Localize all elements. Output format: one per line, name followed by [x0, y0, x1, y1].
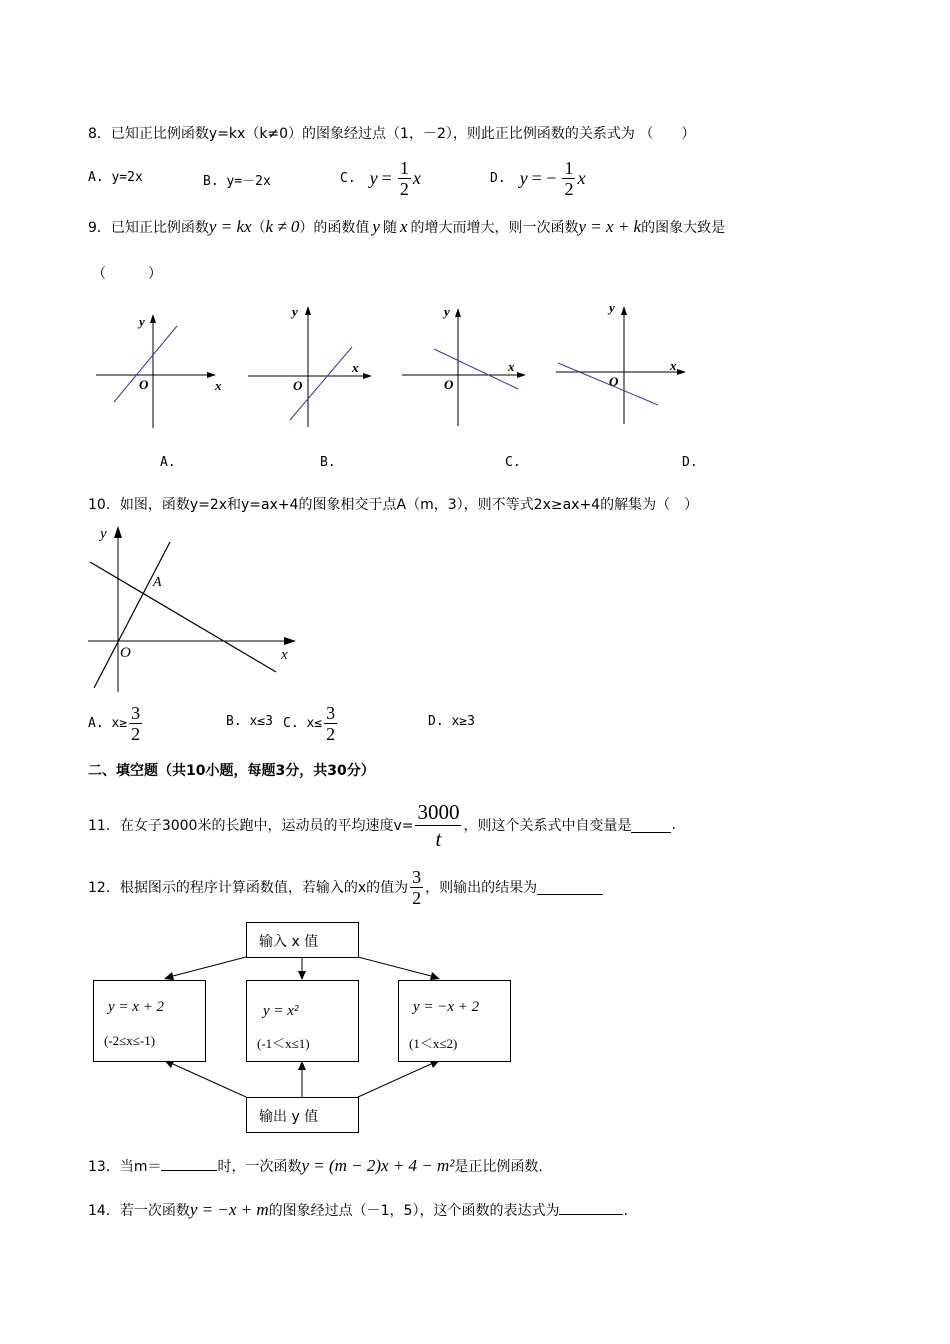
- q8-option-a: A. y=2x: [88, 170, 143, 185]
- q14-answer-blank[interactable]: [559, 1200, 623, 1215]
- q9-option-c: C.: [505, 455, 521, 470]
- q9-option-a: A.: [160, 455, 176, 470]
- q10-option-d: D. x≥3: [428, 714, 475, 729]
- q8-option-c-label: C.: [340, 170, 356, 186]
- q8-option-b: B. y=－2x: [203, 174, 271, 189]
- q13-answer-blank[interactable]: [161, 1156, 217, 1171]
- q8-option-c-fraction: $\frac{1}{2}$: [399, 157, 409, 199]
- q13-text: 13．当m＝ 时，一次函数y = (m − 2)x + 4 − m²是正比例函数.: [88, 1156, 543, 1175]
- q10-option-a: A. x≥ $\frac{3}{2}$: [88, 702, 141, 744]
- q11-text: 11．在女子3000米的长跑中，运动员的平均速度v= $\frac{3000}{t}$ ，则这个关系式中自变量是 .: [88, 799, 676, 851]
- q8-text: 8．已知正比例函数y=kx（k≠0）的图象经过点（1，－2），则此正比例函数的关系式为 （ ）: [88, 126, 696, 142]
- origin-label: O: [444, 377, 454, 392]
- q9-option-d: D.: [682, 455, 698, 470]
- x-axis-label: x: [281, 647, 288, 663]
- q10-option-c: C. x≤ $\frac{3}{2}$: [283, 702, 336, 744]
- q12-function-box-2: y = x² (-1＜x≤1): [246, 980, 359, 1062]
- q8-option-d-fraction: $\frac{1}{2}$: [564, 157, 574, 199]
- y-axis-label: y: [100, 526, 107, 542]
- q9-text: 9．已知正比例函数y = kx（k ≠ 0）的函数值 y 随 x 的增大而增大，则一次函数y = x + k的图象大致是: [88, 217, 726, 236]
- y-axis-label: y: [139, 314, 145, 329]
- q8-option-c: C. y = $\frac{1}{2}$ x: [340, 157, 421, 199]
- y-axis-label: y: [292, 304, 298, 319]
- q10-text: 10．如图，函数y=2x和y=ax+4的图象相交于点A（m，3），则不等式2x≥ax+4的解集为（ ）: [88, 497, 699, 513]
- origin-label: O: [609, 374, 619, 389]
- q9-option-b: B.: [320, 455, 336, 470]
- x-axis-label: x: [670, 358, 677, 373]
- origin-label: O: [139, 377, 149, 392]
- x-axis-label: x: [508, 359, 515, 374]
- point-a-label: A: [153, 575, 162, 590]
- y-axis-label: y: [444, 304, 450, 319]
- q14-text: 14．若一次函数y = −x + m的图象经过点（－1，5），这个函数的表达式为 .: [88, 1200, 628, 1219]
- section-2-title: 二、填空题（共10小题，每题3分，共30分）: [88, 763, 375, 779]
- q8-option-d: D. y = − $\frac{1}{2}$ x: [490, 157, 586, 199]
- q12-function-box-1: y = x + 2 (-2≤x≤-1): [93, 980, 206, 1062]
- q9-answer-paren: （ ）: [92, 266, 162, 282]
- q12-output-box: 输出 y 值: [246, 1097, 359, 1133]
- x-axis-label: x: [215, 378, 222, 393]
- q12-function-box-3: y = −x + 2 (1＜x≤2): [398, 980, 511, 1062]
- q8-option-d-label: D.: [490, 170, 506, 186]
- q12-input-box: 输入 x 值: [246, 922, 359, 958]
- origin-label: O: [120, 645, 131, 661]
- q10-option-b: B. x≤3: [226, 714, 273, 729]
- y-axis-label: y: [609, 300, 615, 315]
- x-axis-label: x: [352, 360, 359, 375]
- q12-text: 12．根据图示的程序计算函数值，若输入的x的值为 $\frac{3}{2}$ ，则输出的结果为: [88, 864, 603, 910]
- origin-label: O: [293, 378, 303, 393]
